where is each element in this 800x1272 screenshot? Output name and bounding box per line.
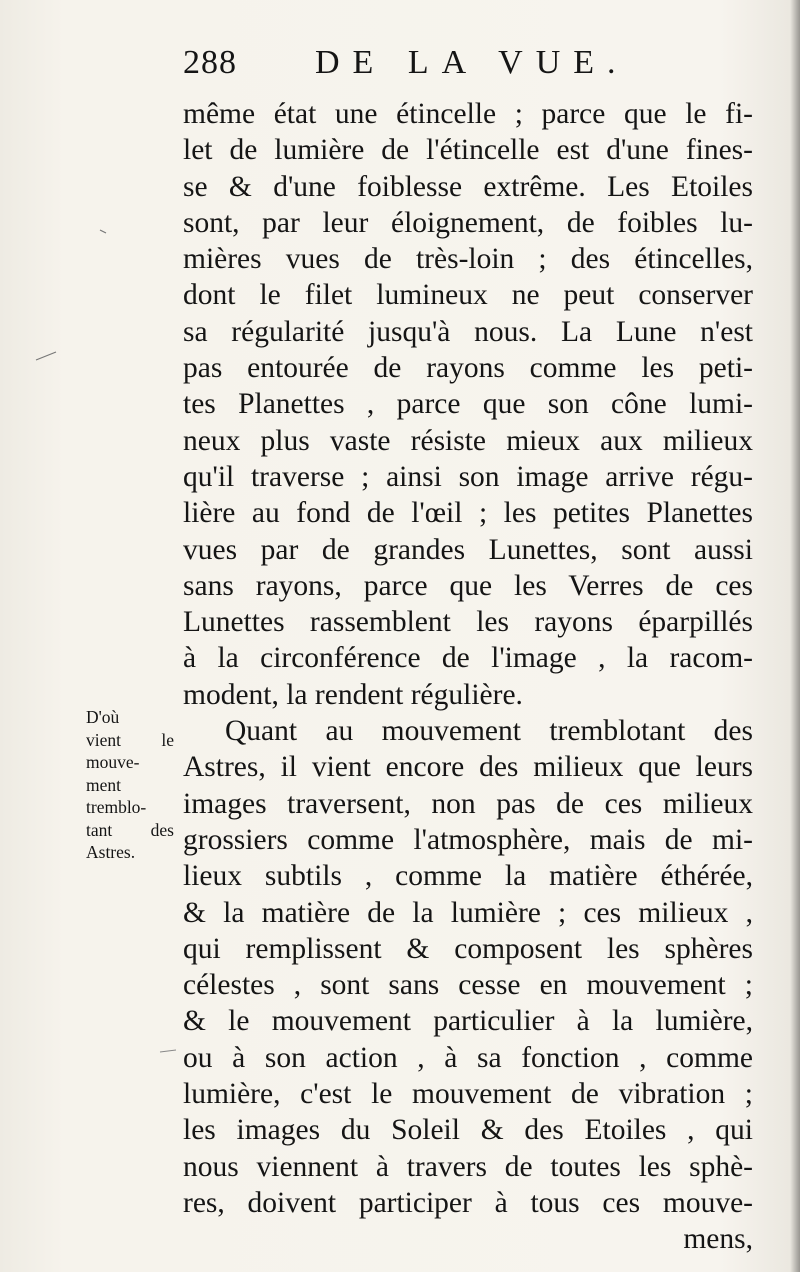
text-line: célestes , sont sans cesse en mouvement ; [183,969,753,1002]
running-title: DE LA VUE. [315,44,629,81]
text-line: sans rayons, parce que les Verres de ces [183,569,753,602]
text-line: vues par de grandes Lunettes, sont aussi [183,533,753,566]
text-line: lumière, c'est le mouvement de vibration ; [183,1078,753,1111]
stray-mark [100,230,106,233]
stray-mark [36,352,56,360]
stray-mark [160,1050,176,1052]
text-line: qui remplissent & composent les sphères [183,932,753,965]
text-line: Quant au mouvement tremblotant des [225,715,753,748]
text-line: pas entourée de rayons comme les peti- [183,352,753,385]
text-line: sa régularité jusqu'à nous. La Lune n'est [183,315,753,348]
text-line: lieux subtils , comme la matière éthérée, [183,860,753,893]
text-line: Lunettes rassemblent les rayons éparpillés [183,606,753,639]
text-line: Astres, il vient encore des milieux que leurs [183,751,753,784]
text-line: dont le filet lumineux ne peut conserver [183,279,753,312]
text-line: mières vues de très-loin ; des étincelles, [183,243,753,276]
text-line: même état une étincelle ; parce que le fi- [183,98,753,130]
text-line: se & d'une foiblesse extrême. Les Etoiles [183,170,753,203]
margin-note-line: Astres. [86,842,136,862]
margin-note-line: tremblo- [86,797,147,817]
margin-note-line: ment [86,774,121,795]
text-line: images traversent, non pas de ces milieux [183,787,753,820]
text-line: à la circonférence de l'image , la racom- [183,642,753,675]
text-line: let de lumière de l'étincelle est d'une fines- [183,134,753,167]
margin-note-line: vient le [86,729,174,750]
text-line: & la matière de la lumière ; ces milieux , [183,896,753,929]
text-line: sont, par leur éloignement, de foibles lu- [183,206,753,239]
margin-note-line: tant des [86,819,174,840]
text-line: ou à son action , à sa fonction , comme [183,1041,753,1074]
text-line: les images du Soleil & des Etoiles , qui [183,1114,753,1147]
text-line: tes Planettes , parce que son cône lumi- [183,388,753,421]
text-line: grossiers comme l'atmosphère, mais de mi- [183,823,753,856]
text-line: modent, la rendent régulière. [183,678,523,711]
text-line: & le mouvement particulier à la lumière, [183,1005,753,1038]
text-line: qu'il traverse ; ainsi son image arrive régu- [183,460,753,493]
text-line: neux plus vaste résiste mieux aux milieux [183,424,753,457]
text-line: res, doivent participer à tous ces mouve- [183,1186,753,1219]
margin-note-line: D'où [86,707,120,727]
page-edge-shadow [790,0,800,1272]
margin-note-line: mouve- [86,752,140,772]
page-number: 288 [183,44,237,81]
text-line: nous viennent à travers de toutes les sphè- [183,1150,753,1183]
catchword: mens, [683,1223,753,1256]
text-line: lière au fond de l'œil ; les petites Planettes [183,497,753,530]
